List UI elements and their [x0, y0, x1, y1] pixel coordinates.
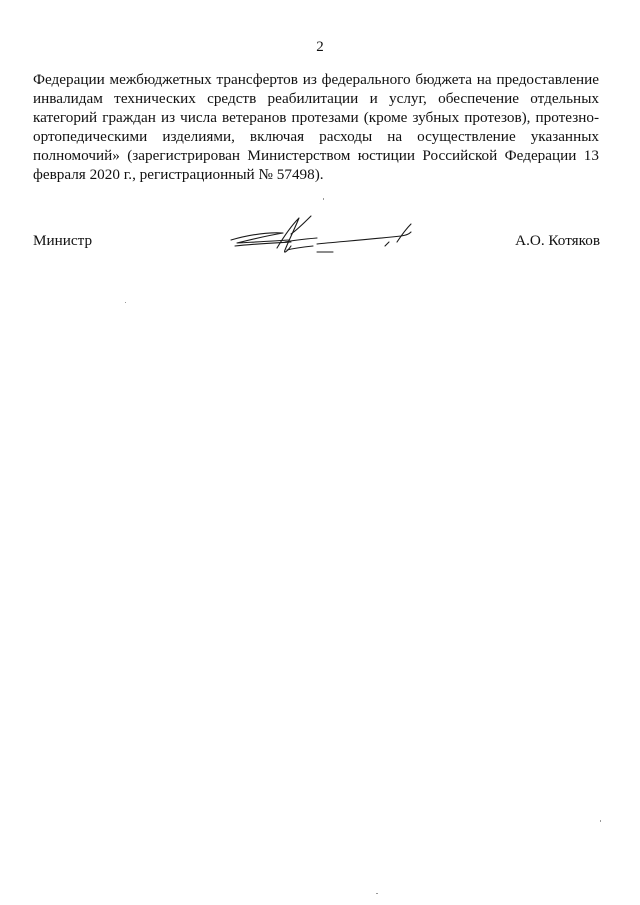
handwritten-signature — [225, 212, 415, 262]
scan-speck — [600, 820, 601, 822]
scan-speck — [376, 893, 378, 894]
signatory-position: Министр — [33, 232, 93, 249]
scan-speck — [125, 302, 126, 303]
body-paragraph: Федерации межбюджетных трансфертов из федерального бюджета на предоставление инвалидам технических средств реабилитации и услуг, обеспечение отдельных категорий граждан из числа ветеранов протезами (кроме зубных протезов), протезно-ортопедическими изделиями, включая расходы на осуществление указанных полномочий» (зарегистрирован Министерством юстиции Российской Федерации 13 февраля 2020 г., регистрационный № 57498). — [33, 71, 599, 183]
signatory-name: А.О. Котяков — [515, 232, 600, 249]
scan-speck — [323, 198, 324, 200]
page-number: 2 — [316, 39, 324, 55]
